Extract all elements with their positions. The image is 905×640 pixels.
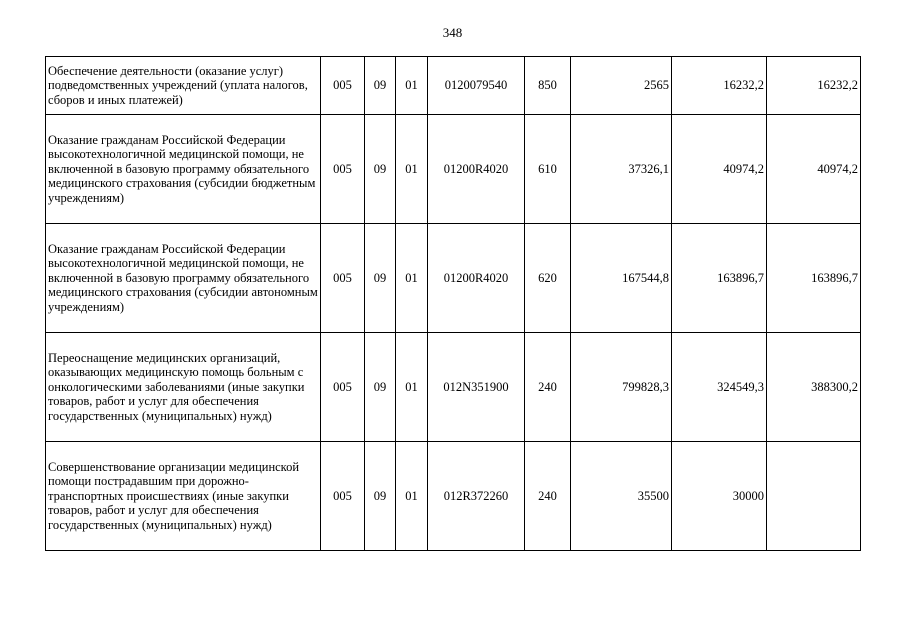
row-description: Обеспечение деятельности (оказание услуг) подведомственных учреждений (уплата налогов, сборов и иных платежей) [46, 57, 321, 115]
amount-1: 2565 [571, 57, 672, 115]
ministry-code: 005 [321, 442, 365, 551]
row-description: Оказание гражданам Российской Федерации высокотехнологичной медицинской помощи, не включенной в базовую программу обязательного медицинского страхования (субсидии бюджетным учреждениям) [46, 115, 321, 224]
row-description: Переоснащение медицинских организаций, оказывающих медицинскую помощь больным с онкологическими заболеваниями (иные закупки товаров, работ и услуг для обеспечения государственных (муниципальных) нужд) [46, 333, 321, 442]
amount-2: 30000 [672, 442, 767, 551]
amount-1: 35500 [571, 442, 672, 551]
amount-1: 799828,3 [571, 333, 672, 442]
table-row [46, 224, 861, 333]
amount-1: 37326,1 [571, 115, 672, 224]
section-code: 09 [365, 57, 396, 115]
amount-3: 16232,2 [767, 57, 861, 115]
target-article-code: 012N351900 [428, 333, 525, 442]
ministry-code: 005 [321, 333, 365, 442]
section-code: 09 [365, 224, 396, 333]
amount-2: 163896,7 [672, 224, 767, 333]
expense-type-code: 620 [525, 224, 571, 333]
section-code: 09 [365, 115, 396, 224]
expense-type-code: 850 [525, 57, 571, 115]
ministry-code: 005 [321, 57, 365, 115]
subsection-code: 01 [396, 442, 428, 551]
table-row [46, 57, 861, 115]
ministry-code: 005 [321, 115, 365, 224]
subsection-code: 01 [396, 224, 428, 333]
amount-3: 163896,7 [767, 224, 861, 333]
subsection-code: 01 [396, 57, 428, 115]
table-row [46, 442, 861, 551]
expense-type-code: 240 [525, 442, 571, 551]
table-row [46, 333, 861, 442]
amount-3: 40974,2 [767, 115, 861, 224]
ministry-code: 005 [321, 224, 365, 333]
subsection-code: 01 [396, 333, 428, 442]
amount-2: 324549,3 [672, 333, 767, 442]
target-article-code: 01200R4020 [428, 115, 525, 224]
budget-table [45, 56, 861, 551]
amount-2: 16232,2 [672, 57, 767, 115]
subsection-code: 01 [396, 115, 428, 224]
row-description: Оказание гражданам Российской Федерации высокотехнологичной медицинской помощи, не включенной в базовую программу обязательного медицинского страхования (субсидии автономным учреждениям) [46, 224, 321, 333]
expense-type-code: 610 [525, 115, 571, 224]
expense-type-code: 240 [525, 333, 571, 442]
section-code: 09 [365, 333, 396, 442]
section-code: 09 [365, 442, 396, 551]
amount-3: 388300,2 [767, 333, 861, 442]
row-description: Совершенствование организации медицинской помощи пострадавшим при дорожно-транспортных происшествиях (иные закупки товаров, работ и услуг для обеспечения государственных (муниципальных) нужд) [46, 442, 321, 551]
amount-1: 167544,8 [571, 224, 672, 333]
target-article-code: 0120079540 [428, 57, 525, 115]
amount-3 [767, 442, 861, 551]
page-number: 348 [442, 25, 463, 40]
target-article-code: 012R372260 [428, 442, 525, 551]
amount-2: 40974,2 [672, 115, 767, 224]
target-article-code: 01200R4020 [428, 224, 525, 333]
table-row [46, 115, 861, 224]
